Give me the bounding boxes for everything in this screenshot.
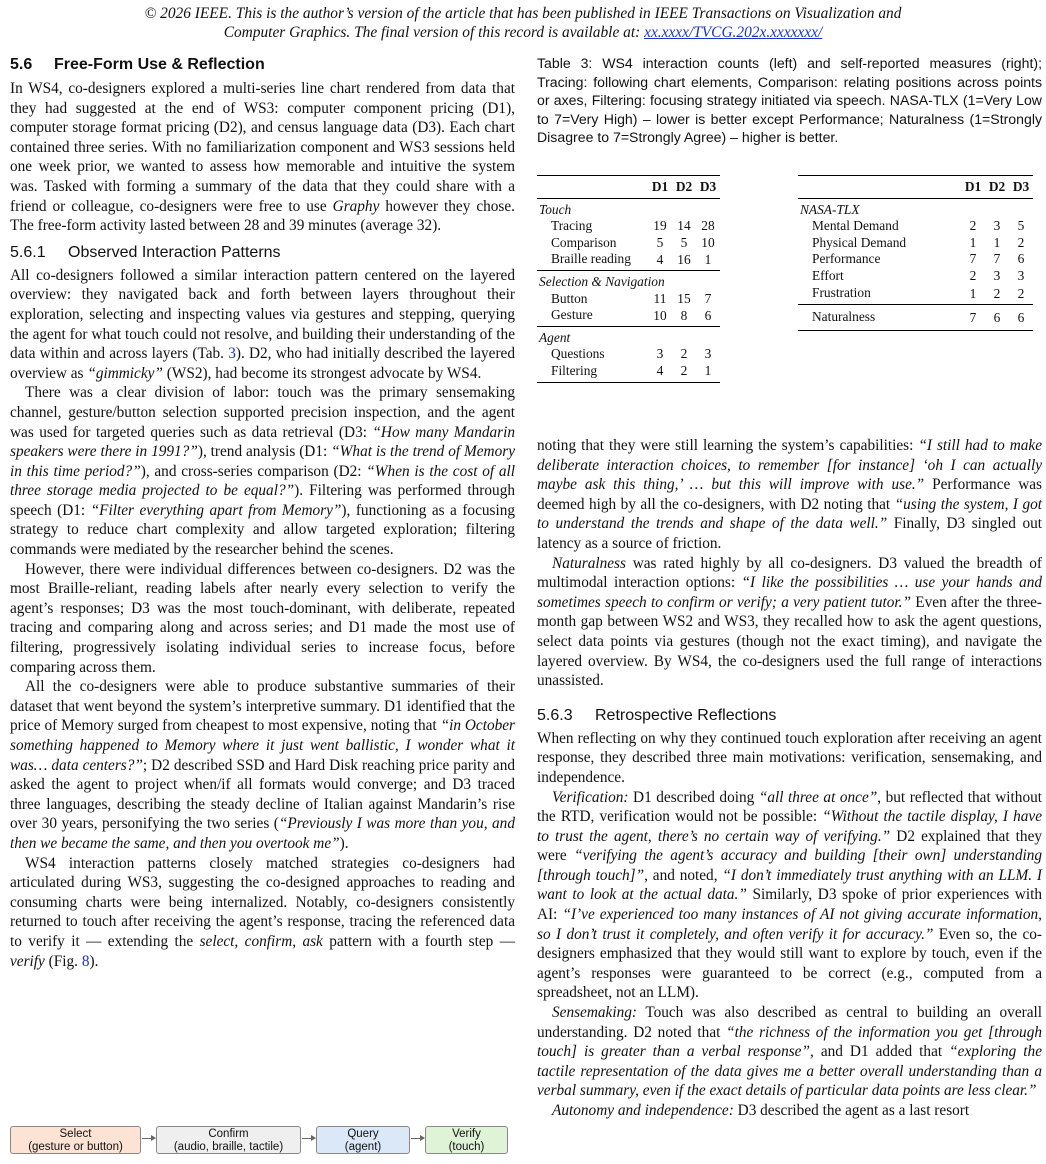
table-row: Gesture 10 8 6: [551, 307, 712, 324]
section-title: Free-Form Use & Reflection: [54, 56, 265, 73]
paragraph-autonomy: Autonomy and independence: D3 described the agent as a last resort: [552, 1102, 970, 1119]
paragraph-ws4-patterns: WS4 interaction patterns closely matched strategies co-designers had articulated during WS3, suggesting the co-designed approaches to reading and consuming charts were being internalized. Notably, co-designers consistently returned to touch after receiving the agent’s response, tracing the referenced data to verify it — extending the select, confirm, ask pattern with a fourth step — verify (Fig. 8).: [10, 854, 515, 970]
paragraph-sensemaking: Sensemaking: Touch was also described as central to building an overall understanding. D2 noted that “the richness of the information you get [through touch] is greater than a verbal response”, and D1 added that “exploring the tactile representation of the data gives me a better overall understanding than a verbal summary, even if the exact details of particular data points are less clear.”: [537, 1004, 1042, 1100]
flow-step-confirm: Confirm (audio, braille, tactile): [156, 1126, 301, 1154]
paragraph-summaries: All the co-designers were able to produce substantive summaries of their dataset that went beyond the system’s interpretive summary. D1 identified that the price of Memory surged from cheapest to most expensive, noting that “in October something happened to Memory where it just went ballistic, I wonder what it was… data centers?”; D2 described SSD and Hard Disk reaching price parity and asked the agent to project when/if all formats would converge; and D3 traced three languages, describing the steady decline of Italian against Mandarin’s rise over 30 years, personifying the two series (“Previously I was more than you, and then we became the same, and then you overtook me”).: [10, 678, 516, 852]
group-nasa-tlx: NASA-TLX: [800, 201, 860, 217]
table-row: Mental Demand 2 3 5: [812, 218, 1025, 234]
paragraph-verification: Verification: D1 described doing “all three at once”, but reflected that without the RTD, verification would not be possible: “Without the tactile display, I have to trust the agent, there’s no certain way of verifying.” D2 explained that they were “verifying the agent’s accuracy and building [their own] understanding [through touch]”, and noted, “I don’t immediately trust anything with an LLM. I want to look at the actual data.” Similarly, D3 spoke of prior experiences with AI: “I’ve experienced too many instances of AI not giving accurate information, so I don’t trust it completely, and often verify it for accuracy.” Even so, the co-designers emphasized that they would still want to explore by touch, even if the agent’s responses were guaranteed to be correct (e.g., computed from a spreadsheet, not an LLM).: [537, 788, 1043, 1002]
figure-ref-link[interactable]: 8: [81, 952, 90, 970]
table-self-reported: D1 D2 D3 NASA-TLX Mental Demand 2 3 5 Physical Demand 1 1 2 Performance 7 7 6 Effort 2 3 3 Frustration 1 2 2 Naturalness 7 6 6: [798, 175, 1033, 331]
table-row: Comparison 5 5 10: [551, 234, 715, 250]
flow-arrow: [302, 1138, 315, 1139]
section-number: 5.6: [10, 56, 33, 73]
table-row: Filtering 4 2 1: [537, 363, 720, 382]
right-column-text: [537, 436, 1042, 1121]
table-interaction-counts: D1 D2 D3 Touch Tracing 19 14 28 Comparison 5 5 10 Braille reading 4 16 1 Selection & Navigation Button 11 15 7 Gesture 10 8 6 Agent Questions 3 2 3 Filtering 4 2 1: [537, 175, 720, 383]
paragraph-interaction-pattern: All co-designers followed a similar interaction pattern centered on the layered overview: they navigated back and forth between layers throughout their exploration, selecting and inspecting values via gestures and stepping, querying the agent for what touch could not resolve, and building their understanding of the data within and across layers (Tab. 3). D2, who had initially described the layered overview as “gimmicky” (WS2), had become its strongest advocate by WS4.: [10, 266, 515, 382]
table-row: Frustration 1 2 2: [812, 284, 1025, 302]
table-row: Questions 3 2 3: [551, 346, 712, 362]
table-row: Button 11 15 7: [551, 290, 712, 306]
doi-link[interactable]: xx.xxxx/TVCG.202x.xxxxxxx/: [644, 24, 823, 41]
table-ref-link[interactable]: 3: [228, 345, 236, 363]
group-touch: Touch: [539, 201, 572, 217]
paragraph-division-of-labor: There was a clear division of labor: touch was the primary sensemaking channel, gesture/button selection supported precision inspection, and the agent was used for targeted queries such as data retrieval (D3: “How many Mandarin speakers were there in 1991?”), trend analysis (D1: “What is the trend of Memory in this time period?”), and cross-series comparison (D2: “When is the cost of all three storage media projected to be equal?”). Filtering was performed through speech (D1: “Filter everything apart from Memory”), functioning as a focusing strategy to reduce chart complexity and allow targeted exploration; filtering commands were mediated by the researcher behind the scenes.: [10, 384, 516, 559]
group-selection-navigation: Selection & Navigation: [537, 270, 720, 290]
header-line-2-text: Computer Graphics. The final version of this record is available at:: [223, 24, 641, 41]
flow-step-query: Query (agent): [316, 1126, 410, 1154]
group-agent: Agent: [537, 326, 720, 346]
subsection-heading-observed: 5.6.1 Observed Interaction Patterns: [10, 243, 281, 261]
section-heading: [10, 56, 515, 74]
header-line-1: © 2026 IEEE. This is the author’s version of the article that has been published in IEEE Transactions on Visualization and: [144, 5, 902, 22]
table-row: Effort 2 3 3: [812, 267, 1025, 283]
paragraph-individual-differences: However, there were individual differences between co-designers. D2 was the most Braille-reliant, reading labels after nearly every selection to verify the agent’s responses; D3 was the most touch-dominant, with deliberate, repeated tracing and comparing along and across series; and D1 made the most use of filtering, progressively isolating individual series to increase focus, before comparing across them.: [10, 560, 515, 676]
table-row: Tracing 19 14 28: [551, 218, 715, 234]
table-row: Physical Demand 1 1 2: [812, 234, 1025, 250]
paragraph-continued: noting that they were still learning the system’s capabilities: “I still had to make deliberate interaction choices, to remember [for instance] ‘oh I can actually maybe ask this thing,’ … but this will improve with use.” Performance was deemed high by all the co-designers, with D2 noting that “using the system, I got to understand the trends and shape of the data well.” Finally, D3 singled out latency as a source of friction.: [537, 437, 1043, 552]
paragraph-naturalness: Naturalness was rated highly by all co-designers. D3 valued the breadth of multimodal interaction options: “I like the possibilities … use your hands and sometimes speech to confirm or verify; a very patient tutor.” Even after the three-month gap between WS2 and WS3, they recalled how to ask the agent questions, select data points via gestures (though not the exact timing), and navigate the layered overview. By WS4, the co-designers used the full range of interactions unassisted.: [537, 554, 1043, 690]
table-row: Performance 7 7 6: [812, 251, 1025, 267]
table-row: Naturalness 7 6 6: [798, 305, 1033, 331]
graphy-term: Graphy: [332, 197, 380, 215]
paragraph-reflection-intro: When reflecting on why they continued touch exploration after receiving an agent response, they described three main motivations: verification, sensemaking, and independence.: [537, 729, 1042, 786]
right-column: [537, 54, 1042, 147]
copyright-header: [0, 4, 1046, 42]
flow-step-verify: Verify (touch): [425, 1126, 508, 1154]
subsection-heading-retrospective: 5.6.3 Retrospective Reflections: [537, 706, 777, 724]
flow-arrow: [142, 1138, 155, 1139]
intro-paragraph: In WS4, co-designers explored a multi-series line chart rendered from data that they had suggested at the end of WS3: computer component pricing (D1), computer storage format pricing (D2), and census language data (D3). Each chart contained three series. With no familiarization component and WS3 sessions held one week prior, we wanted to assess how memorable and intuitive the system was. Tasked with forming a summary of the data that they could share with a friend or colleague, co-designers were free to use Graphy however they chose. The free-form activity lasted between 28 and 39 minutes (average 32).: [10, 80, 515, 235]
flow-step-select: Select (gesture or button): [10, 1126, 141, 1154]
left-column: [10, 54, 515, 971]
table-caption: Table 3: WS4 interaction counts (left) and self-reported measures (right); Tracing: following chart elements, Comparison: relating positions across points or axes, Filtering: focusing strategy initiated via speech. NASA-TLX (1=Very Low to 7=Very High) – lower is better except Performance; Naturalness (1=Strongly Disagree to 7=Strongly Agree) – higher is better.: [537, 55, 1042, 145]
header-line-2: [0, 23, 1046, 42]
table-row: Braille reading 4 16 1: [551, 251, 712, 268]
interaction-flow-diagram: [10, 1126, 515, 1160]
flow-arrow: [411, 1138, 424, 1139]
